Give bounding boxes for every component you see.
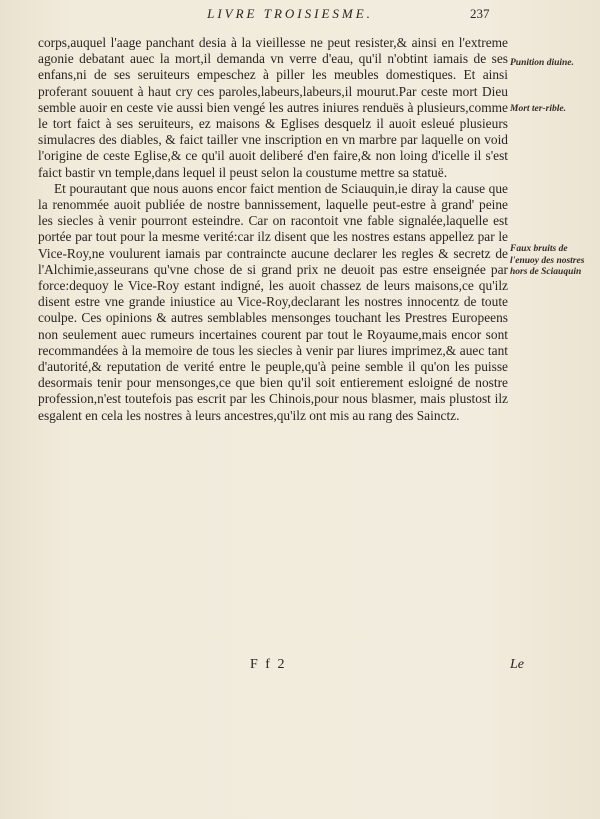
running-head: LIVRE TROISIESME.	[207, 6, 373, 21]
signature-mark: F f 2	[250, 657, 287, 672]
paragraph-2: Et pourautant que nous auons encor faict mention de Sciauquin,ie diray la cause que la renommée auoit publiée de nostre bannissement, laquelle peut-estre à grand' peine les siecles à venir pourront esteindre. Car on racontoit vne fable signalée,laquelle est portée par tout pour la mesme verité:car ilz disent que les nostres estans appellez par le Vice-Roy,ne voulurent iamais par contraincte aucune declarer les regles & secretz de l'Alchimie,asseurans qu'vne chose de si grand prix ne deuoit pas estre enseignée par force:dequoy le Vice-Roy estant indigné, les auoit chassez de leurs maisons,ce qu'ilz disent estre vne grande iniustice au Vice-Roy,declarant les nostres innocentz de toute coulpe. Ces opinions & autres semblables mensonges touchant les Prestres Europeens non seulement auec rumeurs incertaines courent par tout le Royaume,mais encor sont recommandées à la memoire de tous les siecles à venir par liures imprimez,& auec tant d'autorité,& reputation de verité entre le peuple,qu'à peine semble il qu'on les puisse desormais tenir pour mensonges,ce que bien qu'il soit entierement esloigné de nostre profession,n'est toutefois pas escrit par les Chinois,pour nous blasmer, mais plustost ilz esgalent en cela les nostres à leurs ancestres,qu'ilz ont mis au rang des Sainctz.	[38, 180, 508, 423]
margin-note-faux-bruits: Faux bruits de l'enuoy des nostres hors de Sciauquin	[510, 244, 585, 277]
body-text	[38, 35, 508, 424]
margin-note-mort: Mort ter-rible.	[510, 104, 566, 114]
page-number: 237	[470, 6, 490, 21]
paragraph-1: corps,auquel l'aage panchant desia à la vieillesse ne peut resister,& ainsi en l'extreme agonie debatant auec la mort,il demanda vn verre d'eau, qu'il n'obtint iamais de ses enfans,ni de ses seruiteurs empeschez à piller les meubles domestiques. Et ainsi proferant souuent à haut cry ces paroles,labeurs,labeurs,il mourut.Par ceste mort Dieu semble auoir en ceste vie aussi bien vengé les autres iniures renduës à plusieurs,comme le tort faict à ses seruiteurs, ez maisons & Eglises desquelz il auoit esleué plusieurs simulacres des diables, & faict tailler vne inscription en vn marbre par laquelle on void l'origine de ceste Eglise,& ce qu'il auoit deliberé d'en faire,& non loing d'icelle il s'est faict bastir vn temple,dans lequel il peust selon la coustume mettre sa statuë.	[38, 35, 508, 180]
margin-note-punition: Punition diuine.	[510, 58, 574, 68]
catchword: Le	[510, 657, 524, 672]
